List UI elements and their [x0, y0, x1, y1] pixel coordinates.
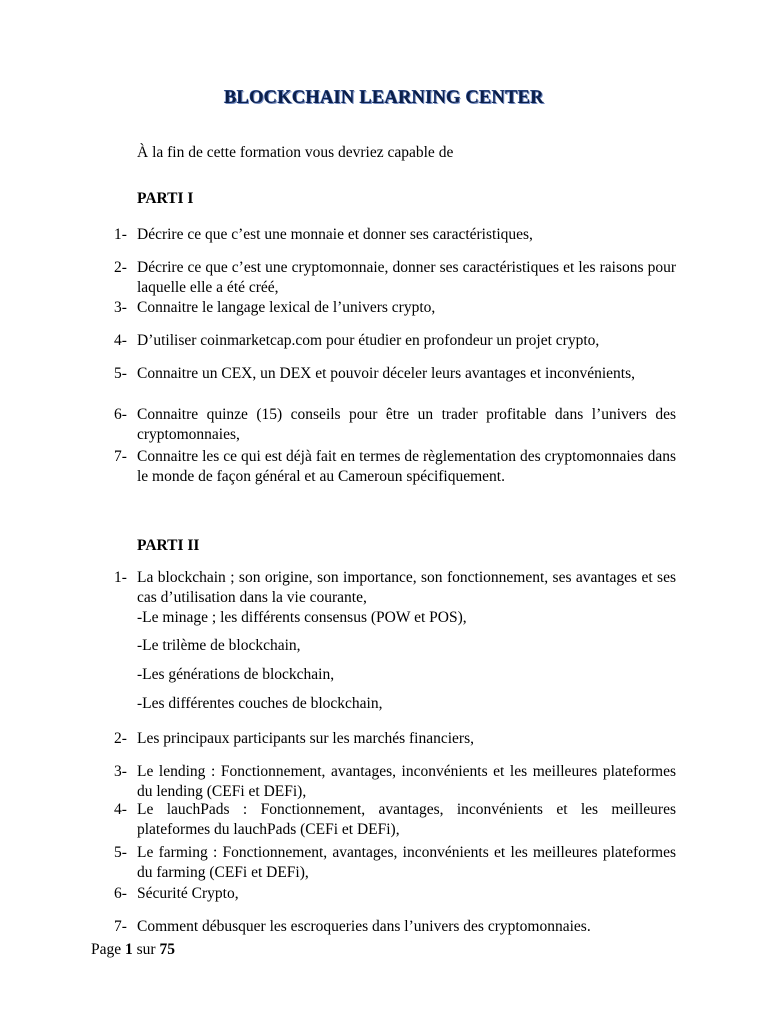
- item-text: Le lauchPads : Fonctionnement, avantages, inconvénients et les meilleures plateformes du lauchPads (CEFi et DEFi),: [137, 801, 676, 838]
- item-text: Décrire ce que c’est une monnaie et donner ses caractéristiques,: [137, 226, 533, 243]
- item-text: Les principaux participants sur les marchés financiers,: [137, 730, 475, 747]
- part-2-item: [114, 568, 676, 608]
- part-2-item: [114, 729, 676, 749]
- intro-text: À la fin de cette formation vous devriez capable de: [137, 144, 454, 161]
- part-1-item: [114, 405, 676, 445]
- item-number: 5-: [114, 365, 127, 382]
- part-2-item: [114, 917, 676, 937]
- item-text: Connaitre quinze (15) conseils pour être un trader profitable dans l’univers des cryptomonnaies,: [137, 406, 676, 443]
- item-text: D’utiliser coinmarketcap.com pour étudier en profondeur un projet crypto,: [137, 332, 600, 349]
- item-text: Connaitre le langage lexical de l’univers crypto,: [137, 299, 436, 316]
- item-text: Sécurité Crypto,: [137, 885, 239, 902]
- part-2-item: [114, 843, 676, 883]
- part-2-heading: PARTI II: [137, 537, 200, 554]
- item-number: 4-: [114, 332, 127, 349]
- part-1-item: [114, 447, 676, 487]
- item-number: 5-: [114, 844, 127, 861]
- item-number: 6-: [114, 885, 127, 902]
- item-number: 7-: [114, 448, 127, 465]
- part-1-item: [114, 364, 676, 384]
- part-1-item: [114, 225, 676, 245]
- sub-item: -Le trilème de blockchain,: [137, 637, 301, 654]
- item-number: 1-: [114, 569, 127, 586]
- item-text: Décrire ce que c’est une cryptomonnaie, donner ses caractéristiques et les raisons pour laquelle elle a été créé,: [137, 259, 676, 296]
- current-page-number: 1: [125, 941, 133, 958]
- item-number: 6-: [114, 406, 127, 423]
- item-number: 2-: [114, 259, 127, 276]
- part-2-item: [114, 762, 676, 802]
- part-2-item: [114, 800, 676, 840]
- footer-prefix: Page: [91, 941, 126, 958]
- item-text: Le farming : Fonctionnement, avantages, inconvénients et les meilleures plateformes du farming (CEFi et DEFi),: [137, 844, 676, 881]
- item-text: Le lending : Fonctionnement, avantages, inconvénients et les meilleures plateformes du lending (CEFi et DEFi),: [137, 763, 676, 800]
- part-1-item: [114, 298, 676, 318]
- item-number: 4-: [114, 801, 127, 818]
- total-page-number: 75: [159, 941, 175, 958]
- item-text: Comment débusquer les escroqueries dans l’univers des cryptomonnaies.: [137, 918, 591, 935]
- item-text: La blockchain ; son origine, son importance, son fonctionnement, ses avantages et ses cas d’utilisation dans la vie courante,: [137, 569, 676, 606]
- part-1-item: [114, 258, 676, 298]
- sub-item: -Le minage ; les différents consensus (POW et POS),: [137, 609, 467, 626]
- part-2-item: [114, 884, 676, 904]
- sub-item: -Les générations de blockchain,: [137, 666, 335, 683]
- item-text: Connaitre les ce qui est déjà fait en termes de règlementation des cryptomonnaies dans le monde de façon général et au Cameroun spécifiquement.: [137, 448, 676, 485]
- item-number: 1-: [114, 226, 127, 243]
- item-number: 7-: [114, 918, 127, 935]
- part-1-item: [114, 331, 676, 351]
- item-number: 3-: [114, 763, 127, 780]
- item-number: 2-: [114, 730, 127, 747]
- item-text: Connaitre un CEX, un DEX et pouvoir déceler leurs avantages et inconvénients,: [137, 365, 636, 382]
- item-number: 3-: [114, 299, 127, 316]
- footer-middle: sur: [132, 941, 160, 958]
- document-title: BLOCKCHAIN LEARNING CENTER: [224, 88, 544, 108]
- page-footer: [91, 941, 175, 959]
- sub-item: -Les différentes couches de blockchain,: [137, 695, 383, 712]
- part-1-heading: PARTI I: [137, 190, 194, 207]
